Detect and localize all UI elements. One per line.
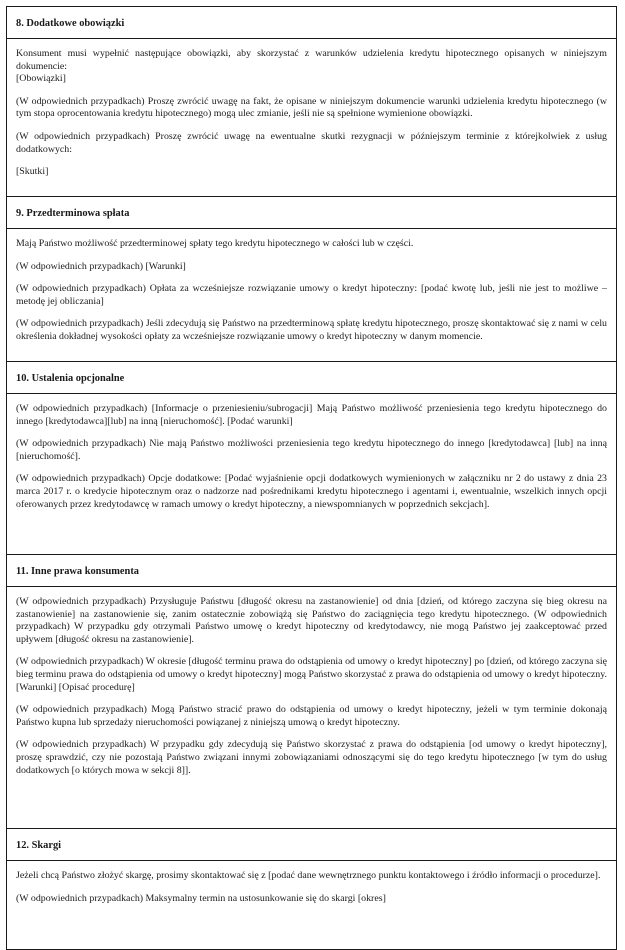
section-12-paragraph-1: Jeżeli chcą Państwo złożyć skargę, prosimy skontaktować się z [podać dane wewnętrznego punktu kontaktowego i źródło informacji o procedurze].: [16, 870, 601, 881]
section-12-paragraph-2: (W odpowiednich przypadkach) Maksymalny termin na ustosunkowanie się do skargi [okres]: [16, 892, 386, 904]
mortgage-information-document: [6, 6, 617, 950]
section-10-title: 10. Ustalenia opcjonalne: [16, 372, 125, 384]
section-10-paragraph-1: (W odpowiednich przypadkach) [Informacje o przeniesieniu/subrogacji] Mają Państwo możliwość przeniesienia tego kredytu hipotecznego do innego [kredytodawca][lub] na inną [nieruchomość]. [Podać warunki]: [16, 403, 607, 427]
section-11-paragraph-3: (W odpowiednich przypadkach) Mogą Państwo stracić prawo do odstąpienia od umowy o kredyt hipoteczny, jeżeli w tym terminie dokonają Państwo kupna lub sprzedaży nieruchomości powiązanej z niniejszą umową o kredyt hipoteczny.: [16, 704, 607, 728]
section-10-heading: [7, 362, 616, 394]
section-10-paragraph-2: (W odpowiednich przypadkach) Nie mają Państwo możliwości przeniesienia tego kredytu hipotecznego do innego [kredytodawca] [lub] na inną [nieruchomość].: [16, 438, 607, 462]
section-8-paragraph-4: [Skutki]: [16, 166, 49, 178]
section-10-paragraph-3: (W odpowiednich przypadkach) Opcje dodatkowe: [Podać wyjaśnienie opcji dodatkowych wymienionych w załączniku nr 2 do ustawy z dnia 23 marca 2017 r. o kredycie hipotecznym oraz o nadzorze nad pośrednikami kredytu hipotecznego i agentami i, ewentualnie, wszelkich innych opcji oferowanych przez kredytodawcę w ramach umowy o kredyt hipoteczny, a niewspomnianych w poprzednich sekcjach].: [16, 473, 607, 510]
section-8-obligations-placeholder: [Obowiązki]: [16, 73, 66, 85]
section-9-heading: [7, 197, 616, 229]
section-11-paragraph-4: (W odpowiednich przypadkach) W przypadku gdy zdecydują się Państwo skorzystać z prawa do odstąpienia [od umowy o kredyt hipoteczny], proszę sprawdzić, czy nie pozostają Państwo związani innymi zobowiązaniami odnoszącymi się do tego kredytu hipotecznego [w tym do usług dodatkowych [o których mowa w sekcji 8]].: [16, 739, 607, 776]
section-9-paragraph-4: (W odpowiednich przypadkach) Jeśli zdecydują się Państwo na przedterminową spłatę kredytu hipotecznego, proszę skontaktować się z nami w celu określenia dokładnej wysokości opłaty za wcześniejsze rozwiązanie umowy o kredyt hipoteczny w danym momencie.: [16, 318, 607, 342]
section-11-paragraph-2: (W odpowiednich przypadkach) W okresie [długość terminu prawa do odstąpienia od umowy o kredyt hipoteczny] po [dzień, od którego zaczyna się bieg terminu prawa do odstąpienia od umowy o kredyt hipoteczny] mogą Państwo skorzystać z prawa do odstąpienia od umowy o kredyt hipoteczny. [Warunki] [Opisać procedurę]: [16, 656, 607, 693]
section-9-paragraph-1: Mają Państwo możliwość przedterminowej spłaty tego kredytu hipotecznego w całości lub w części.: [16, 238, 414, 249]
section-9-paragraph-3: (W odpowiednich przypadkach) Opłata za wcześniejsze rozwiązanie umowy o kredyt hipoteczny: [podać kwotę lub, jeśli nie jest to możliwe – metodę jej obliczania]: [16, 283, 607, 307]
section-12-heading: [7, 829, 616, 861]
section-9-body: [7, 229, 616, 362]
section-10-body: [7, 394, 616, 555]
section-8-paragraph-1: [16, 48, 607, 86]
section-8-obligations-intro: Konsument musi wypełnić następujące obowiązki, aby skorzystać z warunków udzielenia kredytu hipotecznego opisanych w niniejszym dokumencie:: [16, 48, 607, 72]
section-11-paragraph-1: (W odpowiednich przypadkach) Przysługuje Państwu [długość okresu na zastanowienie] od dnia [dzień, od którego zaczyna się bieg okresu na zastanowienie] na zastanowienie się, zanim ostatecznie zobowiążą się Państwo do zaciągnięcia tego kredytu hipotecznego. (W odpowiednich przypadkach) W przypadku gdy otrzymali Państwo umowę o kredyt hipoteczny od kredytodawcy, nie mogą Państwo jej zaakceptować przed upływem [długość okresu na zastanowienie].: [16, 596, 607, 645]
section-12-title: 12. Skargi: [16, 839, 62, 851]
section-9-title: 9. Przedterminowa spłata: [16, 207, 130, 219]
section-12-body: [7, 861, 616, 949]
section-8-heading: [7, 7, 616, 39]
section-8-paragraph-2: (W odpowiednich przypadkach) Proszę zwrócić uwagę na fakt, że opisane w niniejszym dokumencie warunki udzielenia kredytu hipotecznego (w tym stopa oprocentowania kredytu hipotecznego) mogą ulec zmianie, jeśli nie są spełnione wymienione obowiązki.: [16, 95, 607, 120]
section-11-heading: [7, 555, 616, 587]
section-8-paragraph-3: (W odpowiednich przypadkach) Proszę zwrócić uwagę na ewentualne skutki rezygnacji w późniejszym terminie z którejkolwiek z usług dodatkowych:: [16, 130, 607, 155]
section-11-body: [7, 587, 616, 829]
section-8-title: 8. Dodatkowe obowiązki: [16, 17, 125, 29]
section-11-title: 11. Inne prawa konsumenta: [16, 565, 139, 577]
section-8-body: [7, 39, 616, 197]
section-9-paragraph-2: (W odpowiednich przypadkach) [Warunki]: [16, 260, 186, 272]
